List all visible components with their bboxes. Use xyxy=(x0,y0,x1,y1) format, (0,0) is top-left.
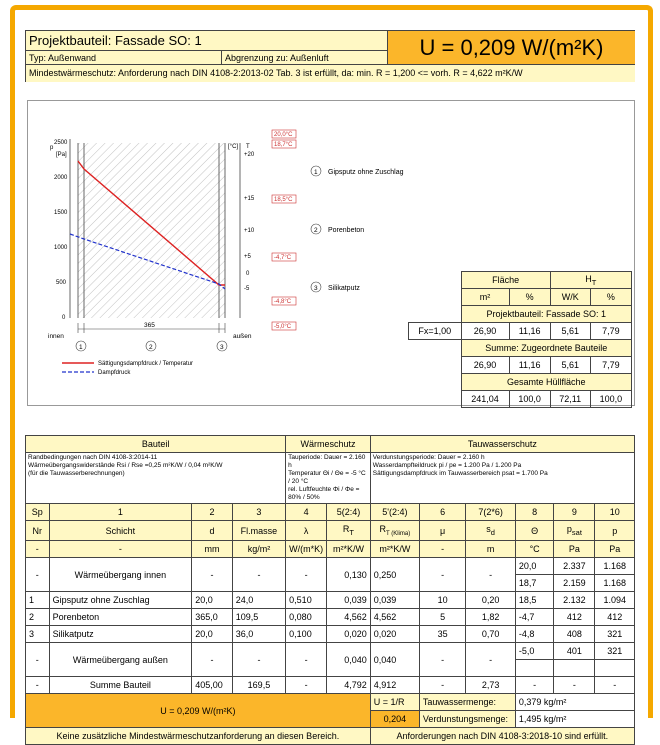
area-unit-pct2: % xyxy=(590,289,631,306)
cell: Summe Bauteil xyxy=(49,677,192,694)
t-tick-5: +5 xyxy=(244,254,251,260)
cell: - xyxy=(286,558,327,592)
sum-row xyxy=(26,677,635,694)
t-tick-15: +15 xyxy=(244,196,255,202)
area-head-ht-sub: T xyxy=(591,277,597,287)
area-row1-wk: 5,61 xyxy=(550,323,590,340)
cell: 412 xyxy=(554,609,595,626)
p-tick-2500: 2500 xyxy=(54,140,68,146)
p-tick-500: 500 xyxy=(56,280,67,286)
col-head-4: λ xyxy=(286,521,327,541)
col-head-3: Fl.masse xyxy=(232,521,285,541)
p-tick-1000: 1000 xyxy=(54,245,68,251)
note-din: Anforderungen nach DIN 4108-3:2018-10 sind erfüllt. xyxy=(370,728,634,745)
cell: - xyxy=(192,558,232,592)
cell: - xyxy=(26,643,50,677)
layer-name-2: Porenbeton xyxy=(328,227,365,234)
u-1r-label: U = 1/R xyxy=(370,694,419,711)
t-ticks xyxy=(244,152,255,292)
layer-name-3: Silikatputz xyxy=(328,285,360,292)
unit-6: m²*K/W xyxy=(370,541,419,558)
cell: - xyxy=(286,677,327,694)
cell: 2.337 xyxy=(554,558,595,575)
legend-vapor: Dampfdruck xyxy=(98,370,131,376)
cell: 20,0 xyxy=(515,558,553,575)
conditions-line-1: Randbedingungen nach DIN 4108-3:2014-11 xyxy=(28,454,158,461)
area-row1-m2: 26,90 xyxy=(461,323,509,340)
area-row2-m2: 26,90 xyxy=(461,357,509,374)
cell: - xyxy=(232,558,285,592)
area-row3-pct2: 100,0 xyxy=(590,391,631,408)
col-num-4: 4 xyxy=(286,504,327,521)
p-axis-label: p xyxy=(50,145,54,151)
cell: 0,020 xyxy=(327,626,371,643)
cell: 0,100 xyxy=(286,626,327,643)
cell: 1.094 xyxy=(595,592,635,609)
sect-tauwasserschutz: Tauwasserschutz xyxy=(370,436,634,453)
t-tick-minus5: -5 xyxy=(244,286,250,292)
cell: - xyxy=(232,643,285,677)
col-num-10: 9 xyxy=(554,504,595,521)
cell: Wärmeübergang innen xyxy=(49,558,192,592)
outside-label: außen xyxy=(233,333,252,340)
cell: 365,0 xyxy=(192,609,232,626)
col-num-9: 8 xyxy=(515,504,553,521)
evap-line-1: Verdunstungsperiode: Dauer = 2.160 h xyxy=(372,454,485,461)
cell: - xyxy=(26,677,50,694)
col-head-5-sub: T xyxy=(349,527,354,537)
cell: Wärmeübergang außen xyxy=(49,643,192,677)
area-row3-wk: 72,11 xyxy=(550,391,590,408)
t-axis-unit: [°C] xyxy=(228,144,239,150)
temp-label-4: -4,8°C xyxy=(274,299,292,305)
cell: 0,039 xyxy=(327,592,371,609)
layer-list xyxy=(311,166,404,292)
tauwasser-label: Tauwassermenge: xyxy=(419,694,515,711)
cell: Porenbeton xyxy=(49,609,192,626)
cell: 20,0 xyxy=(192,592,232,609)
col-head-2: d xyxy=(192,521,232,541)
cell: 5 xyxy=(419,609,465,626)
cell: - xyxy=(515,677,553,694)
layer-table xyxy=(25,435,635,745)
cell: 3 xyxy=(26,626,50,643)
t-tick-0: 0 xyxy=(246,271,250,277)
cell: 321 xyxy=(595,643,635,660)
unit-7: - xyxy=(419,541,465,558)
thaw-line-1: Tauperiode: Dauer = 2.160 h xyxy=(288,454,366,469)
cell: 321 xyxy=(595,626,635,643)
u-value-badge: U = 0,209 W/(m²K) xyxy=(388,31,635,65)
cell: 0,040 xyxy=(327,643,371,677)
col-head-6-text: R xyxy=(379,524,386,535)
area-row2-wk: 5,61 xyxy=(550,357,590,374)
col-num-3: 3 xyxy=(232,504,285,521)
cell: 1.168 xyxy=(595,558,635,575)
col-head-5-text: R xyxy=(342,524,350,535)
thaw-period xyxy=(286,453,371,504)
cell: 1 xyxy=(26,592,50,609)
cell: 10 xyxy=(419,592,465,609)
cell: 401 xyxy=(554,643,595,660)
cell: 0,040 xyxy=(370,643,419,677)
cell: - xyxy=(26,558,50,592)
unit-0: - xyxy=(26,541,50,558)
temp-label-3: -4,7°C xyxy=(274,255,292,261)
cell: 4,912 xyxy=(370,677,419,694)
col-num-6: 5'(2:4) xyxy=(370,504,419,521)
area-row1-pct2: 7,79 xyxy=(590,323,631,340)
table-row xyxy=(26,626,635,643)
col-num-7: 6 xyxy=(419,504,465,521)
cell: 4,792 xyxy=(327,677,371,694)
table-row xyxy=(26,558,635,575)
cell: 2 xyxy=(26,609,50,626)
u-1r-value: 0,204 xyxy=(370,711,419,728)
cell: 18,5 xyxy=(515,592,553,609)
conditions-line-2: Wärmeübergangswiderstände Rsi / Rse =0,25 m²K/W / 0,04 m²K/W xyxy=(28,462,223,469)
col-num-0: Sp xyxy=(26,504,50,521)
unit-9: °C xyxy=(515,541,553,558)
cell: - xyxy=(466,643,516,677)
cell: - xyxy=(192,643,232,677)
cell: Gipsputz ohne Zuschlag xyxy=(49,592,192,609)
area-table xyxy=(408,271,632,408)
inside-label: innen xyxy=(48,333,64,340)
col-num-1: 1 xyxy=(49,504,192,521)
table-row xyxy=(26,609,635,626)
area-fx-label: Fx=1,00 xyxy=(409,323,462,340)
cell: 2,73 xyxy=(466,677,516,694)
area-row2-pct: 11,16 xyxy=(509,357,550,374)
col-head-1: Schicht xyxy=(49,521,192,541)
unit-4: W/(m*K) xyxy=(286,541,327,558)
t-tick-10: +10 xyxy=(244,228,255,234)
col-head-10-sub: sat xyxy=(571,527,582,537)
p-tick-2000: 2000 xyxy=(54,175,68,181)
sect-waermeschutz: Wärmeschutz xyxy=(286,436,371,453)
area-head-ht xyxy=(550,272,631,289)
cell: - xyxy=(419,643,465,677)
area-unit-pct1: % xyxy=(509,289,550,306)
cell: 0,250 xyxy=(370,558,419,592)
layer-hatch-1 xyxy=(78,143,84,318)
cell: - xyxy=(286,643,327,677)
col-head-6-sub: T (Klima) xyxy=(385,530,411,537)
unit-11: Pa xyxy=(595,541,635,558)
thaw-line-3: rel. Luftfeuchte Φi / Φe = 80% / 50% xyxy=(288,486,360,501)
conditions-line-3: (für die Tauwasserberechnungen) xyxy=(28,470,125,477)
evap-period xyxy=(370,453,634,504)
cell: - xyxy=(554,677,595,694)
area-section-total: Gesamte Hüllfläche xyxy=(461,374,631,391)
col-head-7: μ xyxy=(419,521,465,541)
unit-1: - xyxy=(49,541,192,558)
area-row2-pct2: 7,79 xyxy=(590,357,631,374)
cell: 20,0 xyxy=(192,626,232,643)
temp-label-1: 18,7°C xyxy=(274,142,293,148)
layer-hatch-3 xyxy=(219,143,225,318)
layer-num-3: 3 xyxy=(314,285,318,292)
col-head-5 xyxy=(327,521,371,541)
cell: 408 xyxy=(554,626,595,643)
component-header xyxy=(25,30,635,82)
p-ticks xyxy=(54,140,68,321)
u-result: U = 0,209 W/(m²K) xyxy=(26,694,371,728)
cell xyxy=(554,660,595,677)
col-head-8-text: s xyxy=(486,524,491,535)
cell: - xyxy=(419,558,465,592)
cell: -4,7 xyxy=(515,609,553,626)
layer-hatch-2 xyxy=(84,143,219,318)
cell: 4,562 xyxy=(327,609,371,626)
unit-10: Pa xyxy=(554,541,595,558)
marker-1: 1 xyxy=(79,344,83,351)
evap-line-3: Sättigungsdampfdruck im Tauwasserbereich psat = 1.700 Pa xyxy=(372,470,548,477)
cell: 0,080 xyxy=(286,609,327,626)
cell: 169,5 xyxy=(232,677,285,694)
legend-saturation: Sättigungsdampfdruck / Temperatur xyxy=(98,361,193,367)
marker-2: 2 xyxy=(149,344,153,351)
unit-3: kg/m² xyxy=(232,541,285,558)
cell: 412 xyxy=(595,609,635,626)
table-row xyxy=(26,592,635,609)
evap-line-2: Wasserdampfteildruck pi / pe = 1.200 Pa / 1.200 Pa xyxy=(372,462,522,469)
temperature-labels xyxy=(272,130,296,330)
dimension-label: 365 xyxy=(144,322,155,329)
cell: - xyxy=(419,677,465,694)
unit-8: m xyxy=(466,541,516,558)
cell: - xyxy=(595,677,635,694)
area-head-ht-text: H xyxy=(585,273,592,284)
area-unit-m2: m² xyxy=(461,289,509,306)
thaw-line-2: Temperatur Θi / Θe = -5 °C / 20 °C xyxy=(288,470,366,485)
cell: - xyxy=(466,558,516,592)
unit-5: m²*K/W xyxy=(327,541,371,558)
col-num-2: 2 xyxy=(192,504,232,521)
area-unit-wk: W/K xyxy=(550,289,590,306)
cell: 36,0 xyxy=(232,626,285,643)
note-mindest: Keine zusätzliche Mindestwärmeschutzanforderung an diesen Bereich. xyxy=(26,728,371,745)
cell: 1,82 xyxy=(466,609,516,626)
verdunstung-value: 1,495 kg/m² xyxy=(515,711,634,728)
col-head-11: p xyxy=(595,521,635,541)
cell: Silikatputz xyxy=(49,626,192,643)
cell: -5,0 xyxy=(515,643,553,660)
cell: -4,8 xyxy=(515,626,553,643)
layer-markers xyxy=(76,341,227,351)
cell: 0,130 xyxy=(327,558,371,592)
area-head-flaeche: Fläche xyxy=(461,272,550,289)
marker-3: 3 xyxy=(220,344,224,351)
sect-bauteil: Bauteil xyxy=(26,436,286,453)
table-row xyxy=(26,643,635,660)
layer-num-1: 1 xyxy=(314,169,318,176)
cell: 405,00 xyxy=(192,677,232,694)
cell: 1.168 xyxy=(595,575,635,592)
cell: 0,510 xyxy=(286,592,327,609)
col-head-6 xyxy=(370,521,419,541)
col-head-10 xyxy=(554,521,595,541)
layer-num-2: 2 xyxy=(314,227,318,234)
component-title: Projektbauteil: Fassade SO: 1 xyxy=(26,31,388,51)
area-row3-m2: 241,04 xyxy=(461,391,509,408)
verdunstung-label: Verdunstungsmenge: xyxy=(419,711,515,728)
col-num-11: 10 xyxy=(595,504,635,521)
cell: 0,020 xyxy=(370,626,419,643)
col-head-0: Nr xyxy=(26,521,50,541)
cell: 109,5 xyxy=(232,609,285,626)
col-head-9: Θ xyxy=(515,521,553,541)
cell xyxy=(515,660,553,677)
cell: 0,20 xyxy=(466,592,516,609)
col-num-5: 5(2:4) xyxy=(327,504,371,521)
cell: 4,562 xyxy=(370,609,419,626)
layer-name-1: Gipsputz ohne Zuschlag xyxy=(328,169,404,176)
col-num-8: 7(2*6) xyxy=(466,504,516,521)
conditions-text xyxy=(26,453,286,504)
col-head-8-sub: d xyxy=(490,527,495,537)
component-type: Typ: Außenwand xyxy=(26,51,222,65)
cell: 0,039 xyxy=(370,592,419,609)
temp-label-0: 20,0°C xyxy=(274,132,293,138)
temp-label-2: 18,5°C xyxy=(274,197,293,203)
tauwasser-value: 0,379 kg/m² xyxy=(515,694,634,711)
p-axis-unit: [Pa] xyxy=(56,152,67,158)
area-row3-pct: 100,0 xyxy=(509,391,550,408)
cell: 2.159 xyxy=(554,575,595,592)
cell: 2.132 xyxy=(554,592,595,609)
cell: 0,70 xyxy=(466,626,516,643)
temp-label-5: -5,0°C xyxy=(274,324,292,330)
boundary: Abgrenzung zu: Außenluft xyxy=(222,51,388,65)
unit-2: mm xyxy=(192,541,232,558)
area-row1-pct: 11,16 xyxy=(509,323,550,340)
min-insulation-note: Mindestwärmeschutz: Anforderung nach DIN 4108-2:2013-02 Tab. 3 ist erfüllt, da: min. R = 1,200 <= vorh. R = 4,622 m²K/W xyxy=(26,65,635,82)
cell: 24,0 xyxy=(232,592,285,609)
cell: 18,7 xyxy=(515,575,553,592)
cell: 35 xyxy=(419,626,465,643)
area-section-component: Projektbauteil: Fassade SO: 1 xyxy=(461,306,631,323)
col-head-8 xyxy=(466,521,516,541)
col-head-10-text: p xyxy=(566,524,572,535)
cell xyxy=(595,660,635,677)
area-section-sum: Summe: Zugeordnete Bauteile xyxy=(461,340,631,357)
p-tick-0: 0 xyxy=(62,315,66,321)
t-axis-label: T xyxy=(246,144,250,150)
t-tick-20: +20 xyxy=(244,152,255,158)
p-tick-1500: 1500 xyxy=(54,210,68,216)
